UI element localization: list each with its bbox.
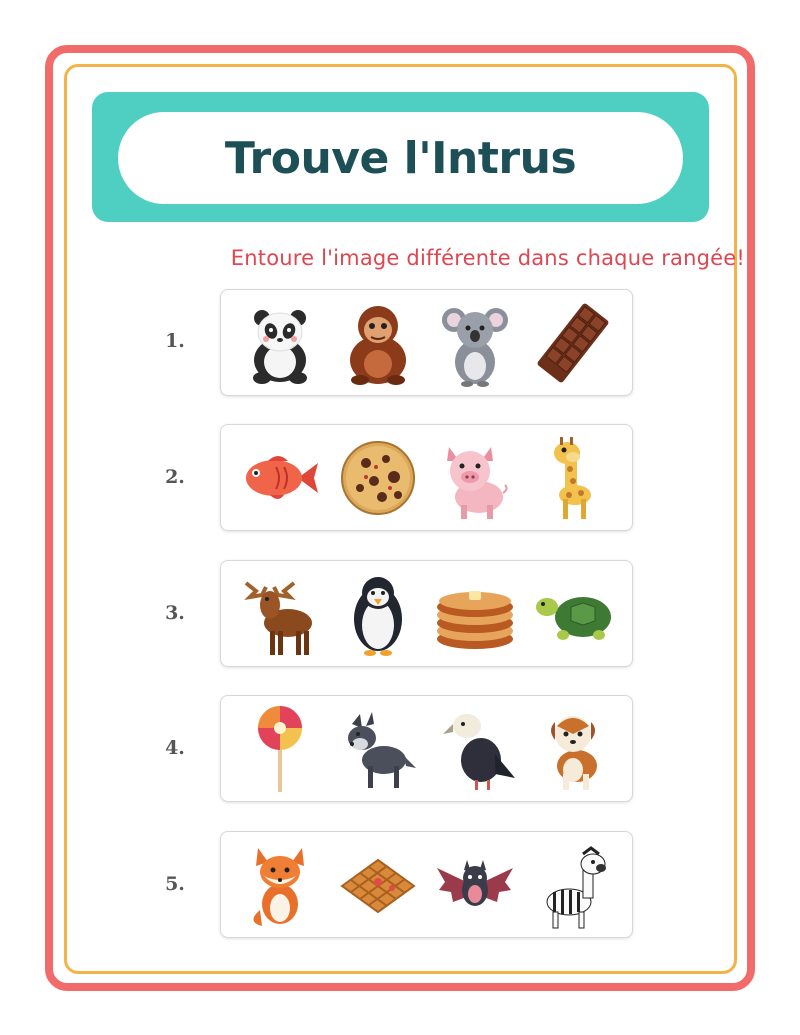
penguin-icon[interactable] [337,569,419,659]
cookie-icon[interactable] [337,433,419,523]
chocolate-bar-icon[interactable] [532,298,614,388]
waffle-icon[interactable] [337,840,419,930]
turtle-icon[interactable] [532,569,614,659]
row-3 [220,560,633,667]
row-1 [220,289,633,396]
giraffe-icon[interactable] [532,433,614,523]
instruction-text: Entoure l'image différente dans chaque rangée! [230,246,745,270]
pig-icon[interactable] [434,433,516,523]
row-number-5: 5. [165,873,185,895]
zebra-icon[interactable] [532,840,614,930]
page-title: Trouve l'Intrus [224,132,577,184]
wolf-icon[interactable] [337,704,419,794]
title-pill [118,112,683,204]
dog-icon[interactable] [532,704,614,794]
row-5 [220,831,633,938]
vulture-icon[interactable] [434,704,516,794]
panda-icon[interactable] [239,298,321,388]
row-2 [220,424,633,531]
bat-icon[interactable] [434,840,516,930]
row-number-4: 4. [165,737,185,759]
row-number-3: 3. [165,602,185,624]
fish-icon[interactable] [239,433,321,523]
row-number-2: 2. [165,466,185,488]
orangutan-icon[interactable] [337,298,419,388]
row-number-1: 1. [165,330,185,352]
koala-icon[interactable] [434,298,516,388]
row-4 [220,695,633,802]
pancakes-icon[interactable] [434,569,516,659]
fox-icon[interactable] [239,840,321,930]
lollipop-icon[interactable] [239,704,321,794]
moose-icon[interactable] [239,569,321,659]
